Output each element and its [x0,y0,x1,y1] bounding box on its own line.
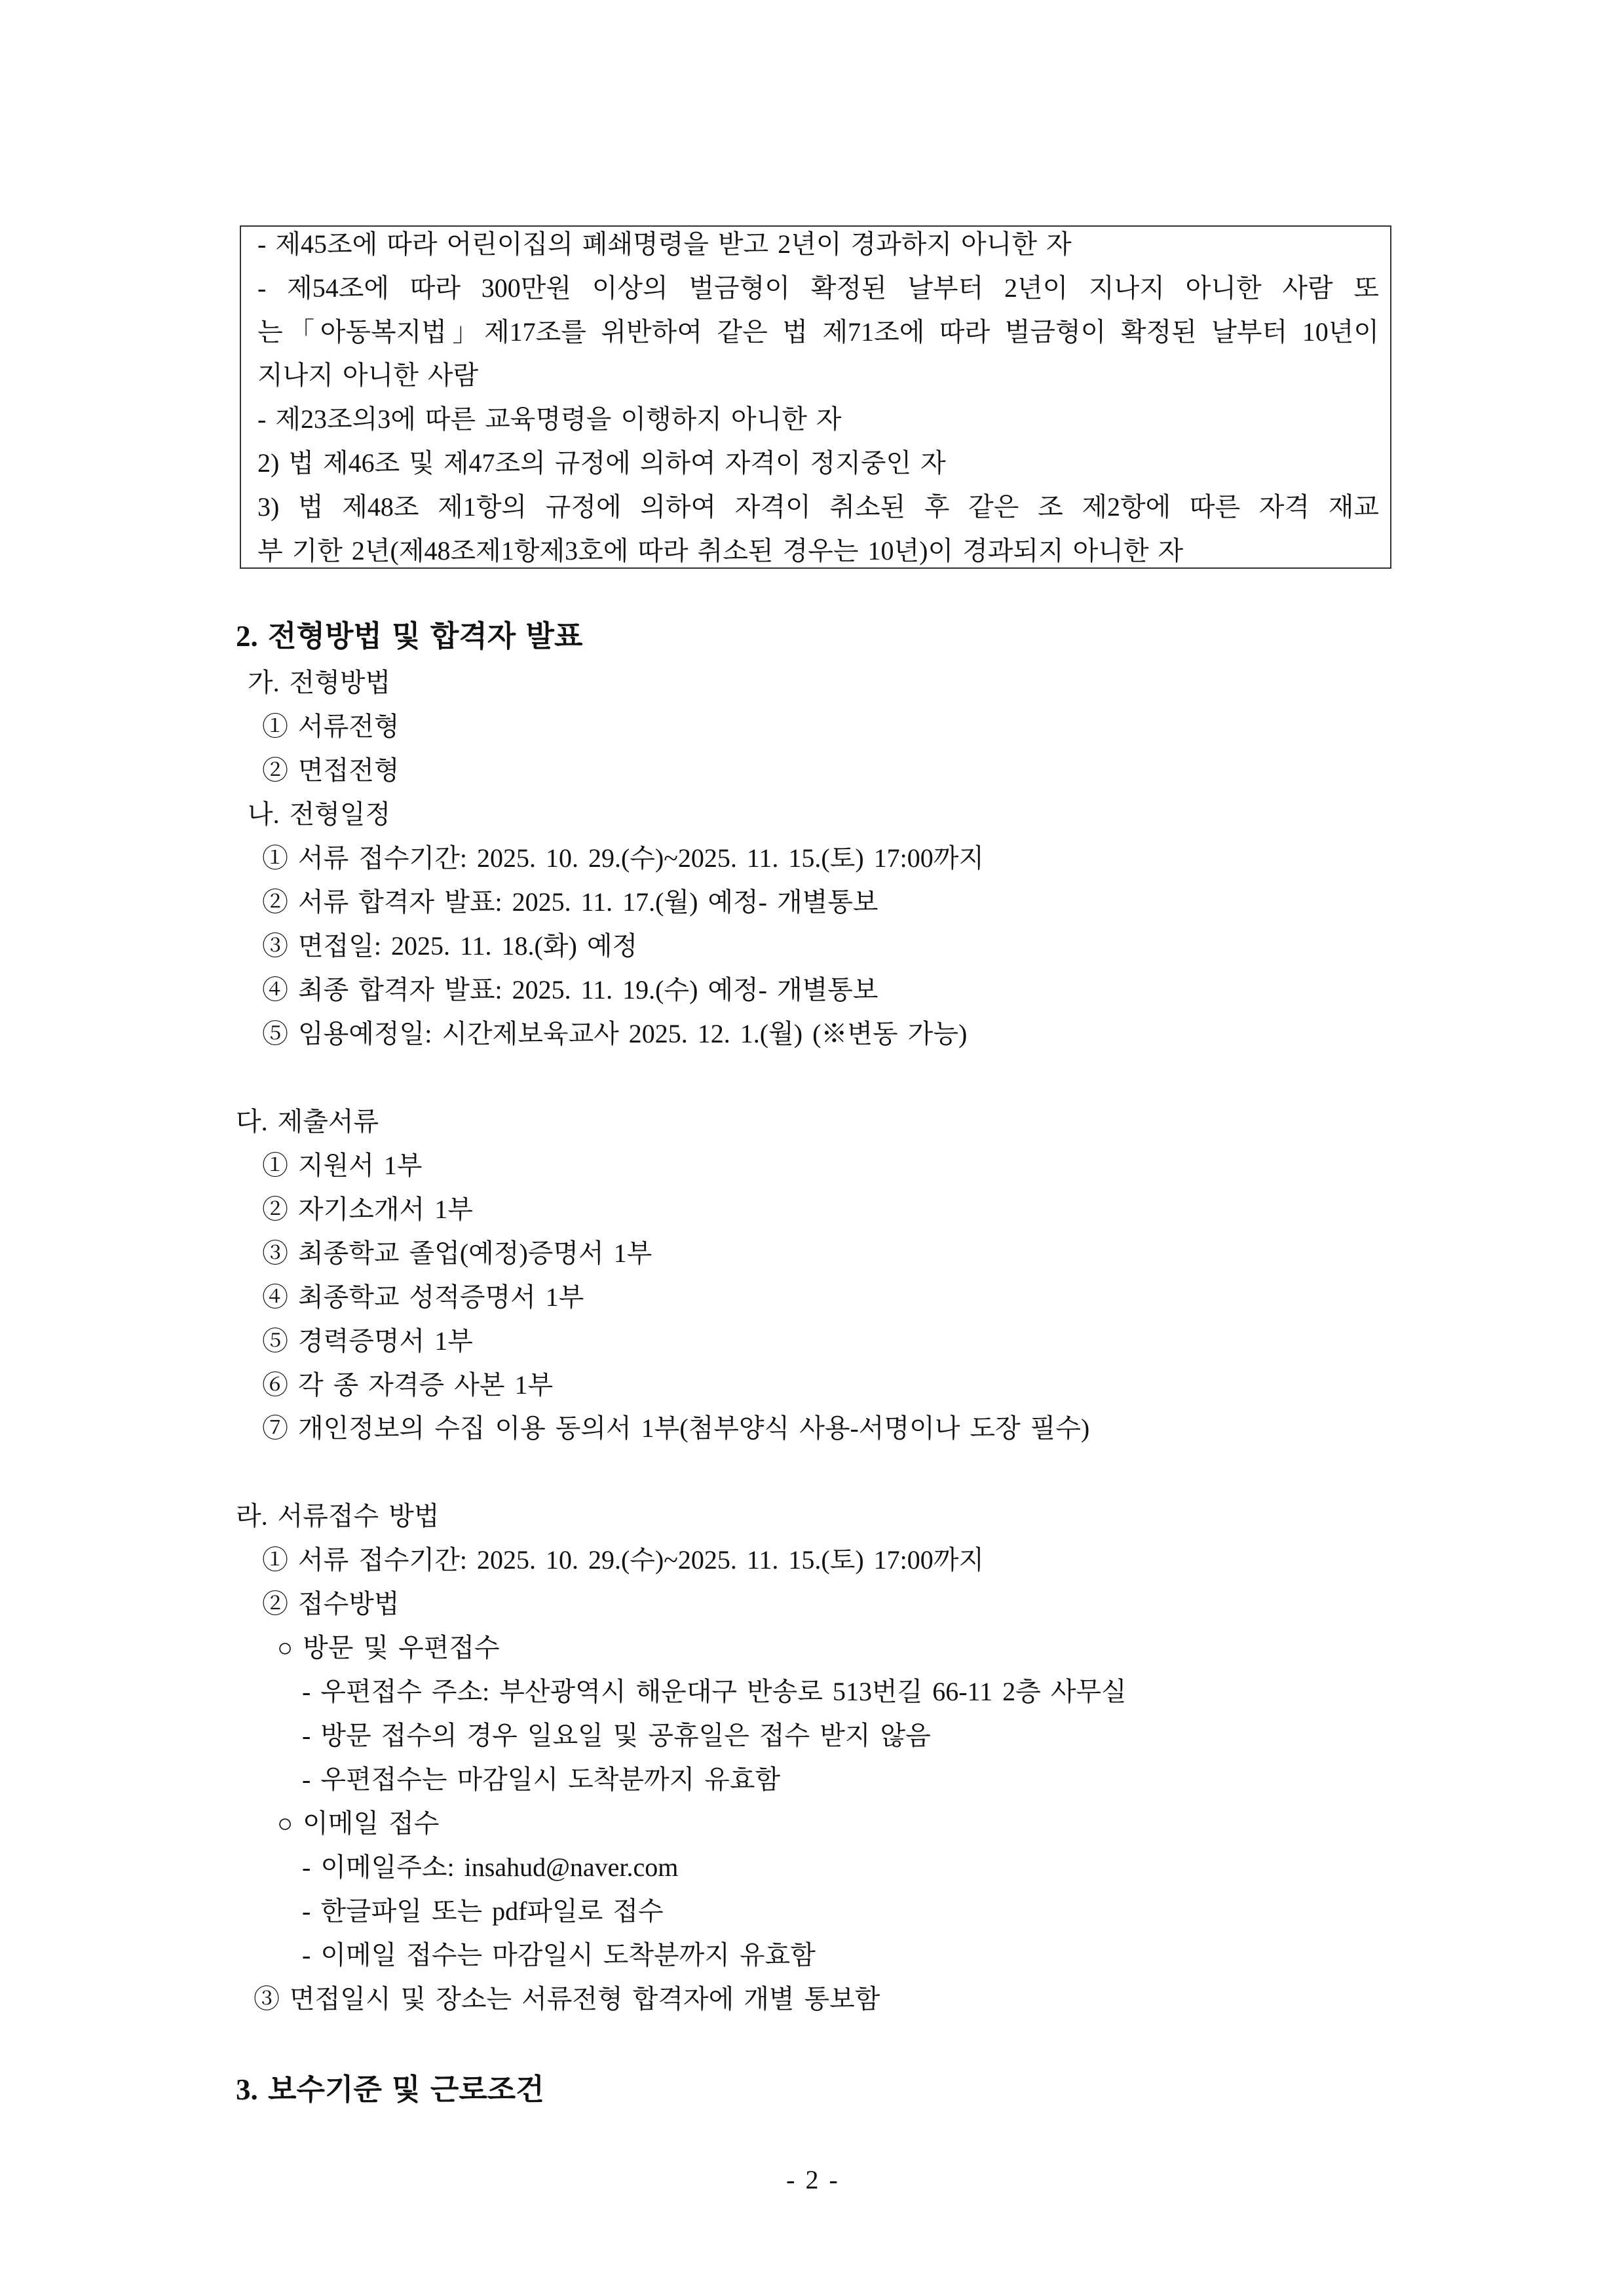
section-3-heading: 3. 보수기준 및 근로조건 [236,2073,544,2106]
list-item: ⑥ 각 종 자격증 사본 1부 [262,1369,554,1400]
submission-method-email: ○ 이메일 접수 [277,1808,440,1839]
subsection-label-schedule: 나. 전형일정 [248,799,391,829]
list-item: ① 지원서 1부 [262,1150,423,1180]
detail-item: - 이메일주소: insahud@naver.com [302,1852,679,1883]
list-item: ① 서류 접수기간: 2025. 10. 29.(수)~2025. 11. 15.(토) 17:00까지 [262,843,985,873]
eligibility-box-text [257,223,1379,573]
page-number: - 2 - [786,2165,838,2194]
interview-notice: ③ 면접일시 및 장소는 서류전형 합격자에 개별 통보함 [254,1984,880,2014]
subsection-label-method: 가. 전형방법 [248,668,391,697]
detail-item: - 방문 접수의 경우 일요일 및 공휴일은 접수 받지 않음 [302,1721,931,1751]
eligibility-line: 지나지 아니한 사람 [257,360,479,391]
list-item: ③ 최종학교 졸업(예정)증명서 1부 [262,1238,652,1268]
eligibility-line: - 제54조에 따라 300만원 이상의 벌금형이 확정된 날부터 2년이 지나지 아니한 사람 또 [257,273,1379,303]
section-2-heading: 2. 전형방법 및 합격자 발표 [236,620,583,653]
detail-item: - 우편접수 주소: 부산광역시 해운대구 반송로 513번길 66-11 2층 사무실 [302,1677,1127,1707]
detail-item: - 우편접수는 마감일시 도착분까지 유효함 [302,1765,781,1795]
eligibility-line: 3) 법 제48조 제1항의 규정에 의하여 자격이 취소된 후 같은 조 제2항에 따른 자격 재교 [257,491,1379,522]
eligibility-line: 부 기한 2년(제48조제1항제3호에 따라 취소된 경우는 10년)이 경과되지 아니한 자 [257,535,1184,565]
list-item: ② 자기소개서 1부 [262,1194,473,1224]
eligibility-line: 2) 법 제46조 및 제47조의 규정에 의하여 자격이 정지중인 자 [257,448,946,478]
list-item: ⑦ 개인정보의 수집 이용 동의서 1부(첨부양식 사용-서명이나 도장 필수) [262,1413,1090,1444]
blank-line [0,1056,1624,1100]
detail-item: - 이메일 접수는 마감일시 도착분까지 유효함 [302,1940,816,1970]
list-item: ① 서류전형 [262,711,400,741]
list-item: ② 서류 합격자 발표: 2025. 11. 17.(월) 예정- 개별통보 [262,887,878,917]
list-item: ② 접수방법 [262,1589,400,1619]
eligibility-line: 는「아동복지법」제17조를 위반하여 같은 법 제71조에 따라 벌금형이 확정된 날부터 10년이 [257,316,1379,347]
list-item: ⑤ 임용예정일: 시간제보육교사 2025. 12. 1.(월) (※변동 가능) [262,1018,968,1048]
list-item: ② 면접전형 [262,755,400,785]
list-item: ① 서류 접수기간: 2025. 10. 29.(수)~2025. 11. 15.(토) 17:00까지 [262,1545,985,1575]
eligibility-line: - 제45조에 따라 어린이집의 폐쇄명령을 받고 2년이 경과하지 아니한 자 [257,229,1072,259]
subsection-label-documents: 다. 제출서류 [236,1106,379,1136]
eligibility-line: - 제23조의3에 따른 교육명령을 이행하지 아니한 자 [257,404,842,434]
blank-line [0,1451,1624,1495]
section-2-body [0,661,1624,2021]
list-item: ⑤ 경력증명서 1부 [262,1326,473,1356]
list-item: ③ 면접일: 2025. 11. 18.(화) 예정 [262,930,638,961]
submission-method-visit-mail: ○ 방문 및 우편접수 [277,1633,500,1663]
detail-item: - 한글파일 또는 pdf파일로 접수 [302,1896,664,1926]
list-item: ④ 최종 합격자 발표: 2025. 11. 19.(수) 예정- 개별통보 [262,974,878,1004]
subsection-label-submission: 라. 서류접수 방법 [236,1501,440,1531]
list-item: ④ 최종학교 성적증명서 1부 [262,1282,584,1312]
